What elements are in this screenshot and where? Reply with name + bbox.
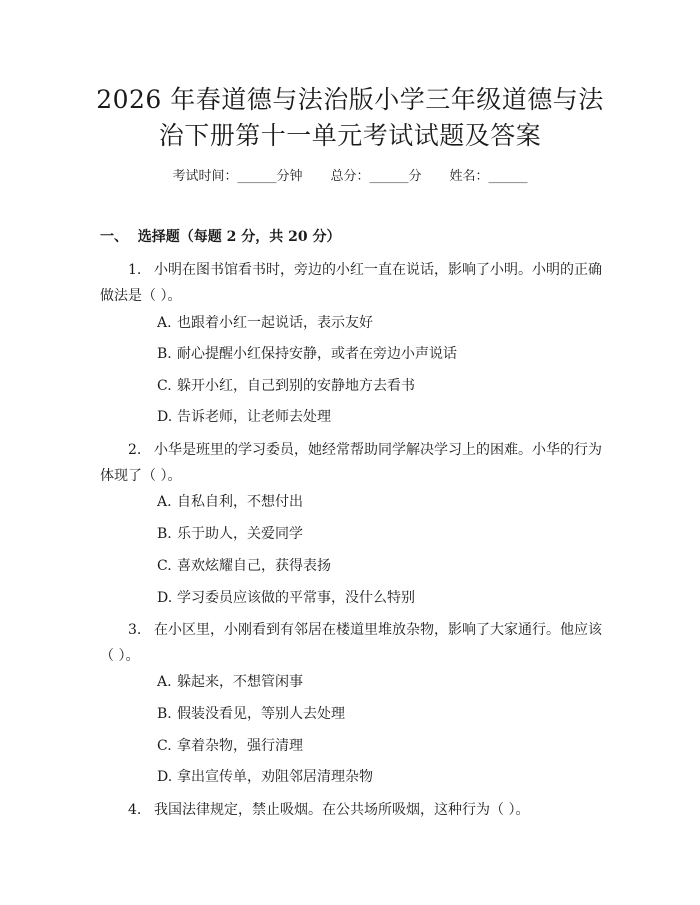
option-letter: A. <box>157 315 172 331</box>
question-3-option-b <box>157 703 345 725</box>
exam-title-line-2: 治下册第十一单元考试试题及答案 <box>158 121 542 150</box>
student-name-field: 姓名：______ <box>449 169 528 184</box>
question-text: 我国法律规定，禁止吸烟。在公共场所吸烟，这种行为（ ）。 <box>154 802 530 818</box>
option-letter: A. <box>157 674 172 690</box>
question-number: 1. <box>128 262 142 278</box>
question-number: 4. <box>128 802 142 818</box>
option-text: 耐心提醒小红保持安静，或者在旁边小声说话 <box>177 346 457 362</box>
question-2-option-a <box>157 491 303 513</box>
option-text: 喜欢炫耀自己，获得表扬 <box>177 558 331 574</box>
option-text: 学习委员应该做的平常事，没什么特别 <box>177 590 415 606</box>
question-1-option-d <box>157 406 331 428</box>
question-2-option-b <box>157 523 303 545</box>
exam-meta <box>0 166 700 188</box>
question-3-option-d <box>157 766 373 788</box>
option-text: 告诉老师，让老师去处理 <box>177 409 331 425</box>
question-1-option-a <box>157 312 373 334</box>
option-letter: B. <box>157 526 172 542</box>
option-text: 拿着杂物，强行清理 <box>177 738 303 754</box>
exam-time-field: 考试时间：______分钟 <box>172 169 303 184</box>
question-number: 2. <box>128 442 142 458</box>
option-text: 假装没看见，等别人去处理 <box>177 706 345 722</box>
question-text: 小华是班里的学习委员，她经常帮助同学解决学习上的困难。小华的行为体现了（ ）。 <box>100 442 602 484</box>
question-3 <box>100 617 605 669</box>
total-score-field: 总分：______分 <box>330 169 422 184</box>
question-4 <box>100 797 605 823</box>
exam-title-line-1: 2026 年春道德与法治版小学三年级道德与法 <box>96 85 604 114</box>
question-1-option-c <box>157 375 415 397</box>
question-3-option-a <box>157 671 303 693</box>
option-letter: C. <box>157 738 172 754</box>
option-letter: B. <box>157 706 172 722</box>
option-text: 也跟着小红一起说话，表示友好 <box>177 315 373 331</box>
question-text: 在小区里，小刚看到有邻居在楼道里堆放杂物，影响了大家通行。他应该（ ）。 <box>100 622 602 664</box>
option-letter: D. <box>157 590 173 606</box>
option-letter: C. <box>157 378 172 394</box>
question-1 <box>100 257 605 309</box>
question-1-option-b <box>157 343 457 365</box>
question-3-option-c <box>157 735 303 757</box>
option-letter: D. <box>157 769 173 785</box>
question-number: 3. <box>128 622 142 638</box>
option-text: 拿出宣传单，劝阻邻居清理杂物 <box>177 769 373 785</box>
option-letter: C. <box>157 558 172 574</box>
option-letter: A. <box>157 494 172 510</box>
question-text: 小明在图书馆看书时，旁边的小红一直在说话，影响了小明。小明的正确做法是（ ）。 <box>100 262 602 304</box>
option-letter: B. <box>157 346 172 362</box>
question-2 <box>100 437 605 489</box>
question-2-option-d <box>157 587 415 609</box>
option-text: 躲起来，不想管闲事 <box>177 674 303 690</box>
option-text: 躲开小红，自己到别的安静地方去看书 <box>177 378 415 394</box>
option-text: 自私自利，不想付出 <box>177 494 303 510</box>
option-letter: D. <box>157 409 173 425</box>
section-heading: 一、 选择题（每题 2 分，共 20 分） <box>100 229 341 245</box>
option-text: 乐于助人，关爱同学 <box>177 526 303 542</box>
question-2-option-c <box>157 555 331 577</box>
